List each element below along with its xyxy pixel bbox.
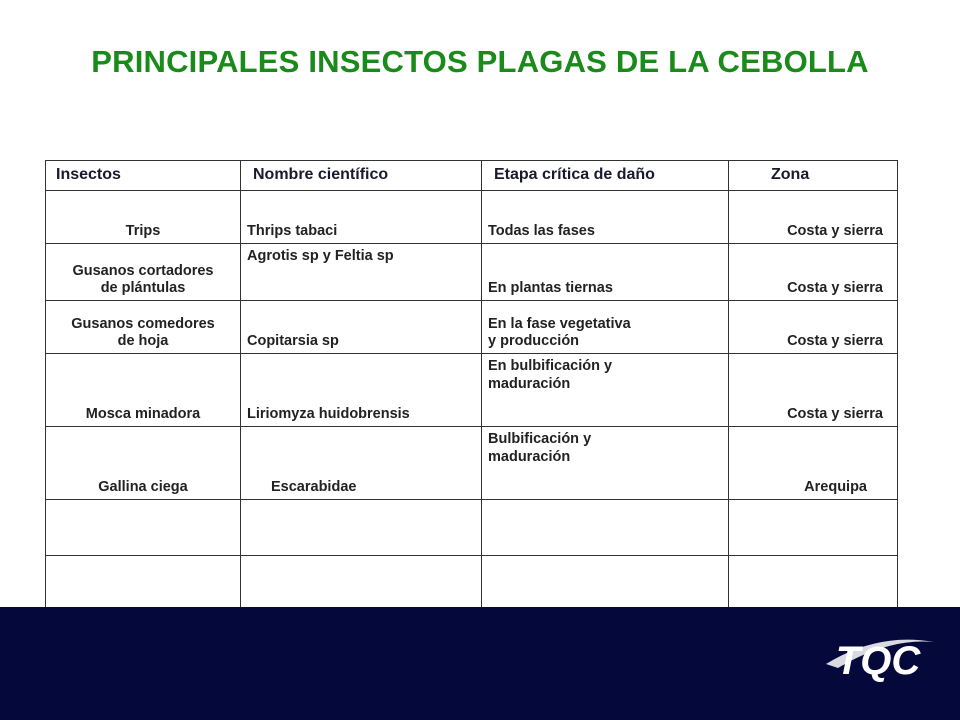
- cell-insect: Gusanos comedores de hoja: [46, 301, 241, 354]
- cell-critical-stage: En la fase vegetativa y producción: [482, 301, 729, 354]
- cell-zone: Costa y sierra: [729, 301, 898, 354]
- cell-scientific-name: Liriomyza huidobrensis: [241, 354, 482, 427]
- table-row: [46, 191, 898, 244]
- table-header-row: [46, 161, 898, 191]
- cell-critical-stage: En bulbificación y maduración: [482, 354, 729, 427]
- header-zona: Zona: [729, 161, 898, 191]
- cell-critical-stage: En plantas tiernas: [482, 244, 729, 301]
- cell-scientific-name: Escarabidae: [241, 427, 482, 500]
- cell-empty: [241, 556, 482, 612]
- cell-zone: Costa y sierra: [729, 354, 898, 427]
- pests-table: [45, 160, 898, 612]
- cell-empty: [482, 500, 729, 556]
- cell-empty: [729, 500, 898, 556]
- header-etapa-critica: Etapa crítica de daño: [482, 161, 729, 191]
- logo-text: TQC: [835, 639, 921, 683]
- table-row: [46, 244, 898, 301]
- cell-insect: Mosca minadora: [46, 354, 241, 427]
- cell-empty: [46, 500, 241, 556]
- cell-empty: [482, 556, 729, 612]
- cell-insect: Gusanos cortadores de plántulas: [46, 244, 241, 301]
- header-insectos: Insectos: [46, 161, 241, 191]
- cell-scientific-name: Agrotis sp y Feltia sp: [241, 244, 482, 301]
- cell-critical-stage: Bulbificación y maduración: [482, 427, 729, 500]
- cell-zone: Arequipa: [729, 427, 898, 500]
- tqc-logo: [818, 624, 938, 688]
- cell-insect: Trips: [46, 191, 241, 244]
- page-title: PRINCIPALES INSECTOS PLAGAS DE LA CEBOLLA: [91, 44, 869, 79]
- table-row: [46, 556, 898, 612]
- cell-scientific-name: Copitarsia sp: [241, 301, 482, 354]
- table-row: [46, 427, 898, 500]
- cell-zone: Costa y sierra: [729, 191, 898, 244]
- cell-empty: [241, 500, 482, 556]
- cell-zone: Costa y sierra: [729, 244, 898, 301]
- table-row: [46, 500, 898, 556]
- table-row: [46, 354, 898, 427]
- footer-bar: [0, 607, 960, 720]
- cell-critical-stage: Todas las fases: [482, 191, 729, 244]
- cell-scientific-name: Thrips tabaci: [241, 191, 482, 244]
- cell-empty: [46, 556, 241, 612]
- cell-insect: Gallina ciega: [46, 427, 241, 500]
- header-nombre-cientifico: Nombre científico: [241, 161, 482, 191]
- table-row: [46, 301, 898, 354]
- cell-empty: [729, 556, 898, 612]
